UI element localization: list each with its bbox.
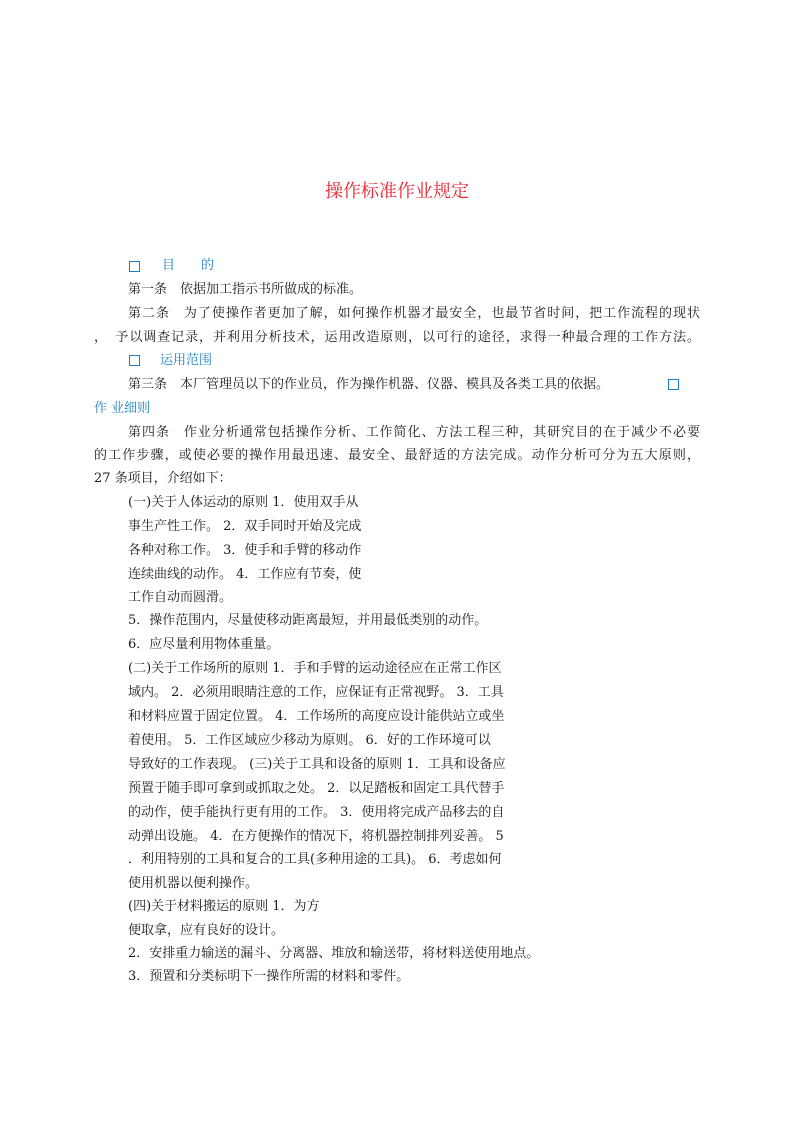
body-line: 事生产性工作。 2．双手同时开始及完成 xyxy=(128,519,362,534)
article-2-line-2: ， 予以调查记录，并利用分析技术，运用改造原则，以可行的途径，求得一种最合理的工作方法。 xyxy=(94,330,700,345)
body-line: 和材料应置于固定位置。 4．工作场所的高度应设计能供站立或坐 xyxy=(128,709,505,724)
body-line: 着使用。 5．工作区域应少移动为原则。 6．好的工作环境可以 xyxy=(128,733,491,748)
checkbox-icon xyxy=(129,261,140,272)
body-line: 6．应尽量利用物体重量。 xyxy=(128,637,280,652)
body-line: 2．安排重力输送的漏斗、分离器、堆放和输送带，将材料送使用地点。 xyxy=(128,946,540,961)
article-2-line-1: 第二条 为了使操作者更加了解，如何操作机器才最安全，也最节省时间，把工作流程的现状 xyxy=(128,306,700,321)
document-title: 操作标准作业规定 xyxy=(325,181,469,202)
article-4-line-2: 的工作步骤，或使必要的操作用最迅速、最安全、最舒适的方法完成。动作分析可分为五大原则， xyxy=(94,448,700,463)
article-3: 第三条 本厂管理员以下的作业员，作为操作机器、仪器、模具及各类工具的依据。 xyxy=(128,377,610,392)
article-1: 第一条 依据加工指示书所做成的标准。 xyxy=(128,282,363,297)
body-line: 导致好的工作表现。 (三)关于工具和设备的原则 1．工具和设备应 xyxy=(128,757,506,772)
body-line: 工作自动而圆滑。 xyxy=(128,590,233,605)
checkbox-icon xyxy=(668,379,679,390)
body-line: 预置于随手即可拿到或抓取之处。 2．以足踏板和固定工具代替手 xyxy=(128,781,505,796)
section-heading-details: 作 业细则 xyxy=(94,401,151,416)
checkbox-icon xyxy=(129,355,140,366)
body-line: 动弹出设施。 4．在方便操作的情况下，将机器控制排列妥善。 5 xyxy=(128,829,504,844)
body-line: (一)关于人体运动的原则 1．使用双手从 xyxy=(128,495,359,510)
body-line: 的动作，使手能执行更有用的工作。 3．使用将完成产品移去的自 xyxy=(128,805,505,820)
article-4-line-3: 27 条项目，介绍如下： xyxy=(94,471,232,486)
body-line: (二)关于工作场所的原则 1．手和手臂的运动途径应在正常工作区 xyxy=(128,661,502,676)
body-line: 连续曲线的动作。 4．工作应有节奏，使 xyxy=(128,567,362,582)
body-line: 3．预置和分类标明下一操作所需的材料和零件。 xyxy=(128,969,410,984)
body-line: (四)关于材料搬运的原则 1．为方 xyxy=(128,899,320,914)
body-line: 5．操作范围内，尽量使移动距离最短，并用最低类别的动作。 xyxy=(128,613,488,628)
section-heading-purpose: 目 的 xyxy=(162,258,215,273)
body-line: ．利用特别的工具和复合的工具(多种用途的工具)。 6．考虑如何 xyxy=(128,852,502,867)
body-line: 各种对称工作。 3．使手和手臂的移动作 xyxy=(128,543,362,558)
section-heading-scope: 运用范围 xyxy=(160,353,213,368)
article-4-line-1: 第四条 作业分析通常包括操作分析、工作简化、方法工程三种，其研究目的在于减少不必要 xyxy=(128,425,700,440)
body-line: 使用机器以便利操作。 xyxy=(128,876,259,891)
body-line: 便取拿，应有良好的设计。 xyxy=(128,923,285,938)
body-line: 域内。 2．必须用眼睛注意的工作，应保证有正常视野。 3．工具 xyxy=(128,685,504,700)
